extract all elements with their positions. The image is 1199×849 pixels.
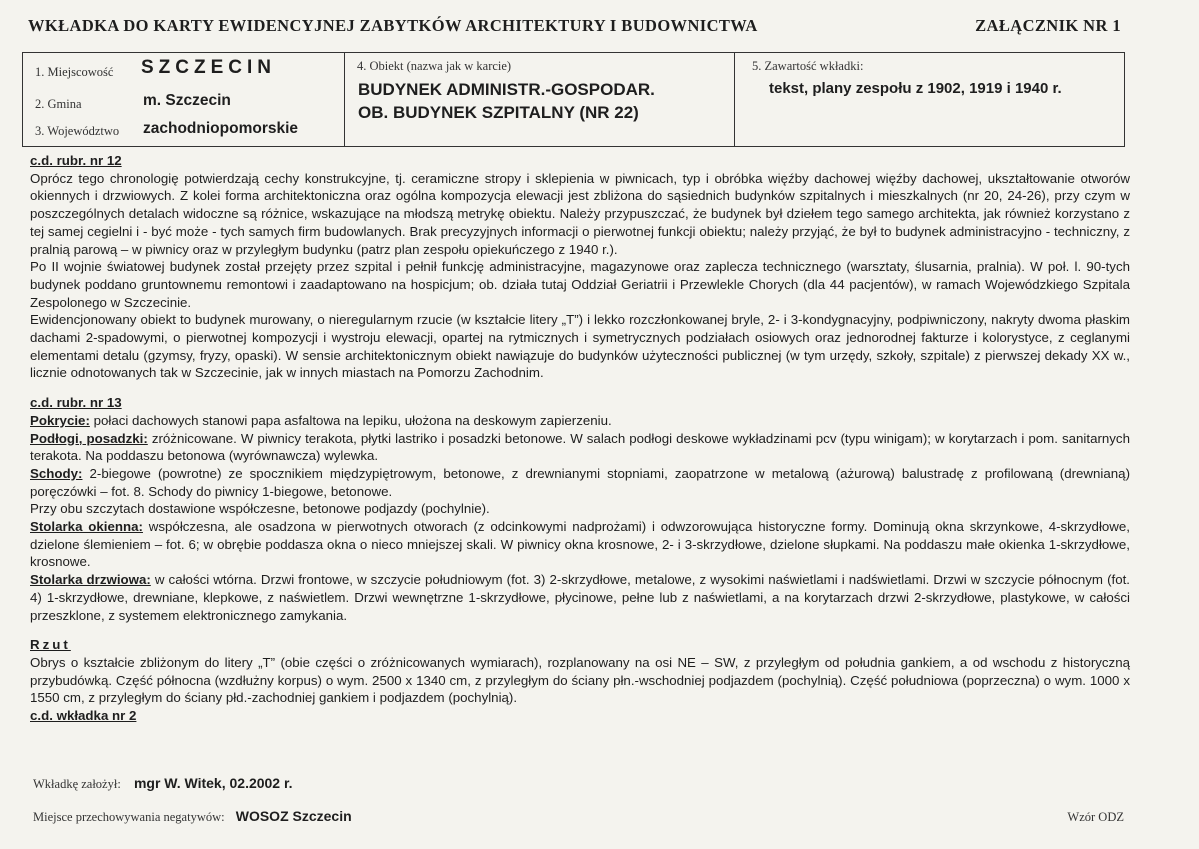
section-12-heading: c.d. rubr. nr 12 <box>30 153 122 168</box>
author-value: mgr W. Witek, 02.2002 r. <box>133 775 293 791</box>
contents-label: 5. Zawartość wkładki: <box>752 59 864 73</box>
roof-label: Pokrycie: <box>30 412 90 428</box>
annex-number: ZAŁĄCZNIK NR 1 <box>975 16 1121 35</box>
form-template: Wzór ODZ <box>1067 810 1124 824</box>
town-value: SZCZECIN <box>141 57 276 78</box>
windows-label: Stolarka okienna: <box>30 519 143 535</box>
stairs-label: Schody: <box>30 465 83 481</box>
storage-label: Miejsce przechowywania negatywów: <box>33 810 225 824</box>
form-title: WKŁADKA DO KARTY EWIDENCYJNEJ ZABYTKÓW ARCHITEKTURY I BUDOWNICTWA <box>28 16 758 35</box>
stairs-text: 2-biegowe (powrotne) ze spocznikiem międzypiętrowym, betonowe, z drewnianymi stopniami, zaopatrzone w metalową (ażurową) balustradę z profilowaną (drewnianą) poręczówki – fot. 8. Schody do piwnicy 1-biegowe, betonowe. <box>30 465 1130 499</box>
roof-text: połaci dachowych stanowi papa asfaltowa na lepiku, ułożona na deskowym zapierzeniu. <box>89 412 612 428</box>
town-label: 1. Miejscowość <box>35 65 114 79</box>
author-line <box>33 775 293 792</box>
stairs-paragraph-2: Przy obu szczytach dostawione współczesne, betonowe podjazdy (pochylnie). <box>30 501 490 517</box>
main-text <box>30 152 1130 725</box>
voivodeship-value: zachodniopomorskie <box>143 120 299 137</box>
doors-label: Stolarka drzwiowa: <box>30 572 151 588</box>
section-13-heading: c.d. rubr. nr 13 <box>30 395 122 411</box>
section-12-paragraph: Ewidencjonowany obiekt to budynek murowany, o nieregularnym rzucie (w kształcie litery „T”) i lekko rozczłonkowanej bryle, 2- i 3-kondygnacyjny, podpiwniczony, nakryty dwoma płaskim dachami 2-spadowymi, o pierwotnej kompozycji i wystroju elewacji, opartej na rytmicznych i symetrycznych podziałach osiowych oraz jednorodnej fakturze i kolorystyce, z ceglanymi elementami detalu (gzymsy, fryzy, opaski). W sensie architektonicznym obiekt nawiązuje do budynków użyteczności publicznej (w tym urzędy, szkoły, szpitale) z pierwszej dekady XX w., licznie odnotowanych tak w Szczecinie, jak w innych miastach na Pomorzu Zachodnim. <box>30 312 1130 381</box>
plan-paragraph: Obrys o kształcie zbliżonym do litery „T” (obie części o zróżnicowanych wymiarach), rozplanowany na osi NE – SW, z przyległym od południa gankiem, a od wschodu z historyczną przybudówką. Część północna (wzdłużny korpus) o wym. 2500 x 1340 cm, z przyległym do ściany płn.-wschodniej podjazdem (pochylnią). Część południowa (poprzeczna) o wym. 1000 x 1550 cm, z przyległym do ściany płd.-zachodniej gankiem i podjazdem (pochylnią). <box>30 654 1130 706</box>
object-name-line1: BUDYNEK ADMINISTR.-GOSPODAR. <box>358 80 655 99</box>
windows-text: współczesna, ale osadzona w pierwotnych otworach (z odcinkowymi nadprożami) i odwzorowująca historyczne formy. Dominują okna skrzynkowe, 4-skrzydłowe, dzielone ślemieniem – fot. 6; w obrębie poddasza okna o nieco mniejszej skali. W piwnicy okna krosnowe, 2- i 3-skrzydłowe, dzielone słupkami. Na poddaszu małe okienka 1-skrzydłowe, krosnowe. <box>30 519 1130 570</box>
section-12-paragraph: Po II wojnie światowej budynek został przejęty przez szpital i pełnił funkcję administracyjne, magazynowe oraz zaplecza technicznego (warsztaty, ślusarnia, pralnia). W poł. l. 90-tych budynek poddano gruntownemu remontowi i zaadaptowano na hospicjum; ob. działa tutaj Oddział Geriatrii i Przewlekle Chorych (dla 44 pacjentów), w ramach Wojewódzkiego Szpitala Zespolonego w Szczecinie. <box>30 259 1130 310</box>
commune-label: 2. Gmina <box>35 97 82 111</box>
column-divider <box>734 53 735 146</box>
doors-text: w całości wtórna. Drzwi frontowe, w szczycie południowym (fot. 3) 2-skrzydłowe, metalowe, z wysokimi naświetlami i nadświetlami. Drzwi w szczycie północnym (fot. 4) 1-skrzydłowe, drewniane, klepkowe, z naświetlem. Drzwi wewnętrzne 1-skrzydłowe, płycinowe, pełne lub z naświetlami, a na korytarzach drzwi 2-skrzydłowe, plastykowe, w całości przeszklone, z systemem elektronicznego zamykania. <box>30 572 1130 623</box>
storage-value: WOSOZ Szczecin <box>235 808 352 824</box>
identification-box <box>22 52 1125 147</box>
section-12-paragraph: Oprócz tego chronologię potwierdzają cechy konstrukcyjne, tj. ceramiczne stropy i sklepienia w piwnicach, typ i obróbka więźby dachowej więźby dachowej, ukształtowanie otworów okiennych i drzwiowych. Z kolei forma architektoniczna oraz ogólna kompozycja elewacji jest zbliżona do sąsiednich budynków szpitalnych i mieszkalnych (nr 20, 24-26), przy czym w poszczególnych detalach widoczne są różnice, wskazujące na młodszą metrykę obiektu. Należy przypuszczać, że budynek był dziełem tego samego architekta, jak również korzystano z tej samej cegielni i - być może - tych samych firm budowlanych. Brak precyzyjnych informacji o pierwotnej funkcji obiektu; należy przyjąć, że był to budynek administracyjno - techniczny, z pralnią parową – w piwnicy oraz w przyległym budynku (patrz plan zespołu opiekuńczego z 1940 r.). <box>30 170 1130 257</box>
stairs-paragraph <box>30 465 1130 500</box>
floors-paragraph <box>30 430 1130 465</box>
continuation-note: c.d. wkładka nr 2 <box>30 708 137 724</box>
contents-value: tekst, plany zespołu z 1902, 1919 i 1940 r. <box>769 80 1062 97</box>
author-label: Wkładkę założył: <box>33 777 121 791</box>
commune-value: m. Szczecin <box>143 92 231 109</box>
voivodeship-label: 3. Województwo <box>35 124 120 138</box>
object-name-line2: OB. BUDYNEK SZPITALNY (NR 22) <box>358 103 639 122</box>
object-label: 4. Obiekt (nazwa jak w karcie) <box>357 59 512 73</box>
doors-paragraph <box>30 571 1130 624</box>
negatives-storage-line <box>33 808 352 825</box>
floors-label: Podłogi, posadzki: <box>30 430 148 446</box>
floors-text: zróżnicowane. W piwnicy terakota, płytki lastriko i posadzki betonowe. W salach podłogi deskowe wykładzinami pcv (typu winigam); w korytarzach i pom. sanitarnych terakota. Na poddaszu betonowa (wyrównawcza) wylewka. <box>30 430 1130 464</box>
plan-heading: Rzut <box>30 637 71 653</box>
windows-paragraph <box>30 518 1130 571</box>
roof-paragraph <box>30 412 1130 430</box>
column-divider <box>344 53 345 146</box>
